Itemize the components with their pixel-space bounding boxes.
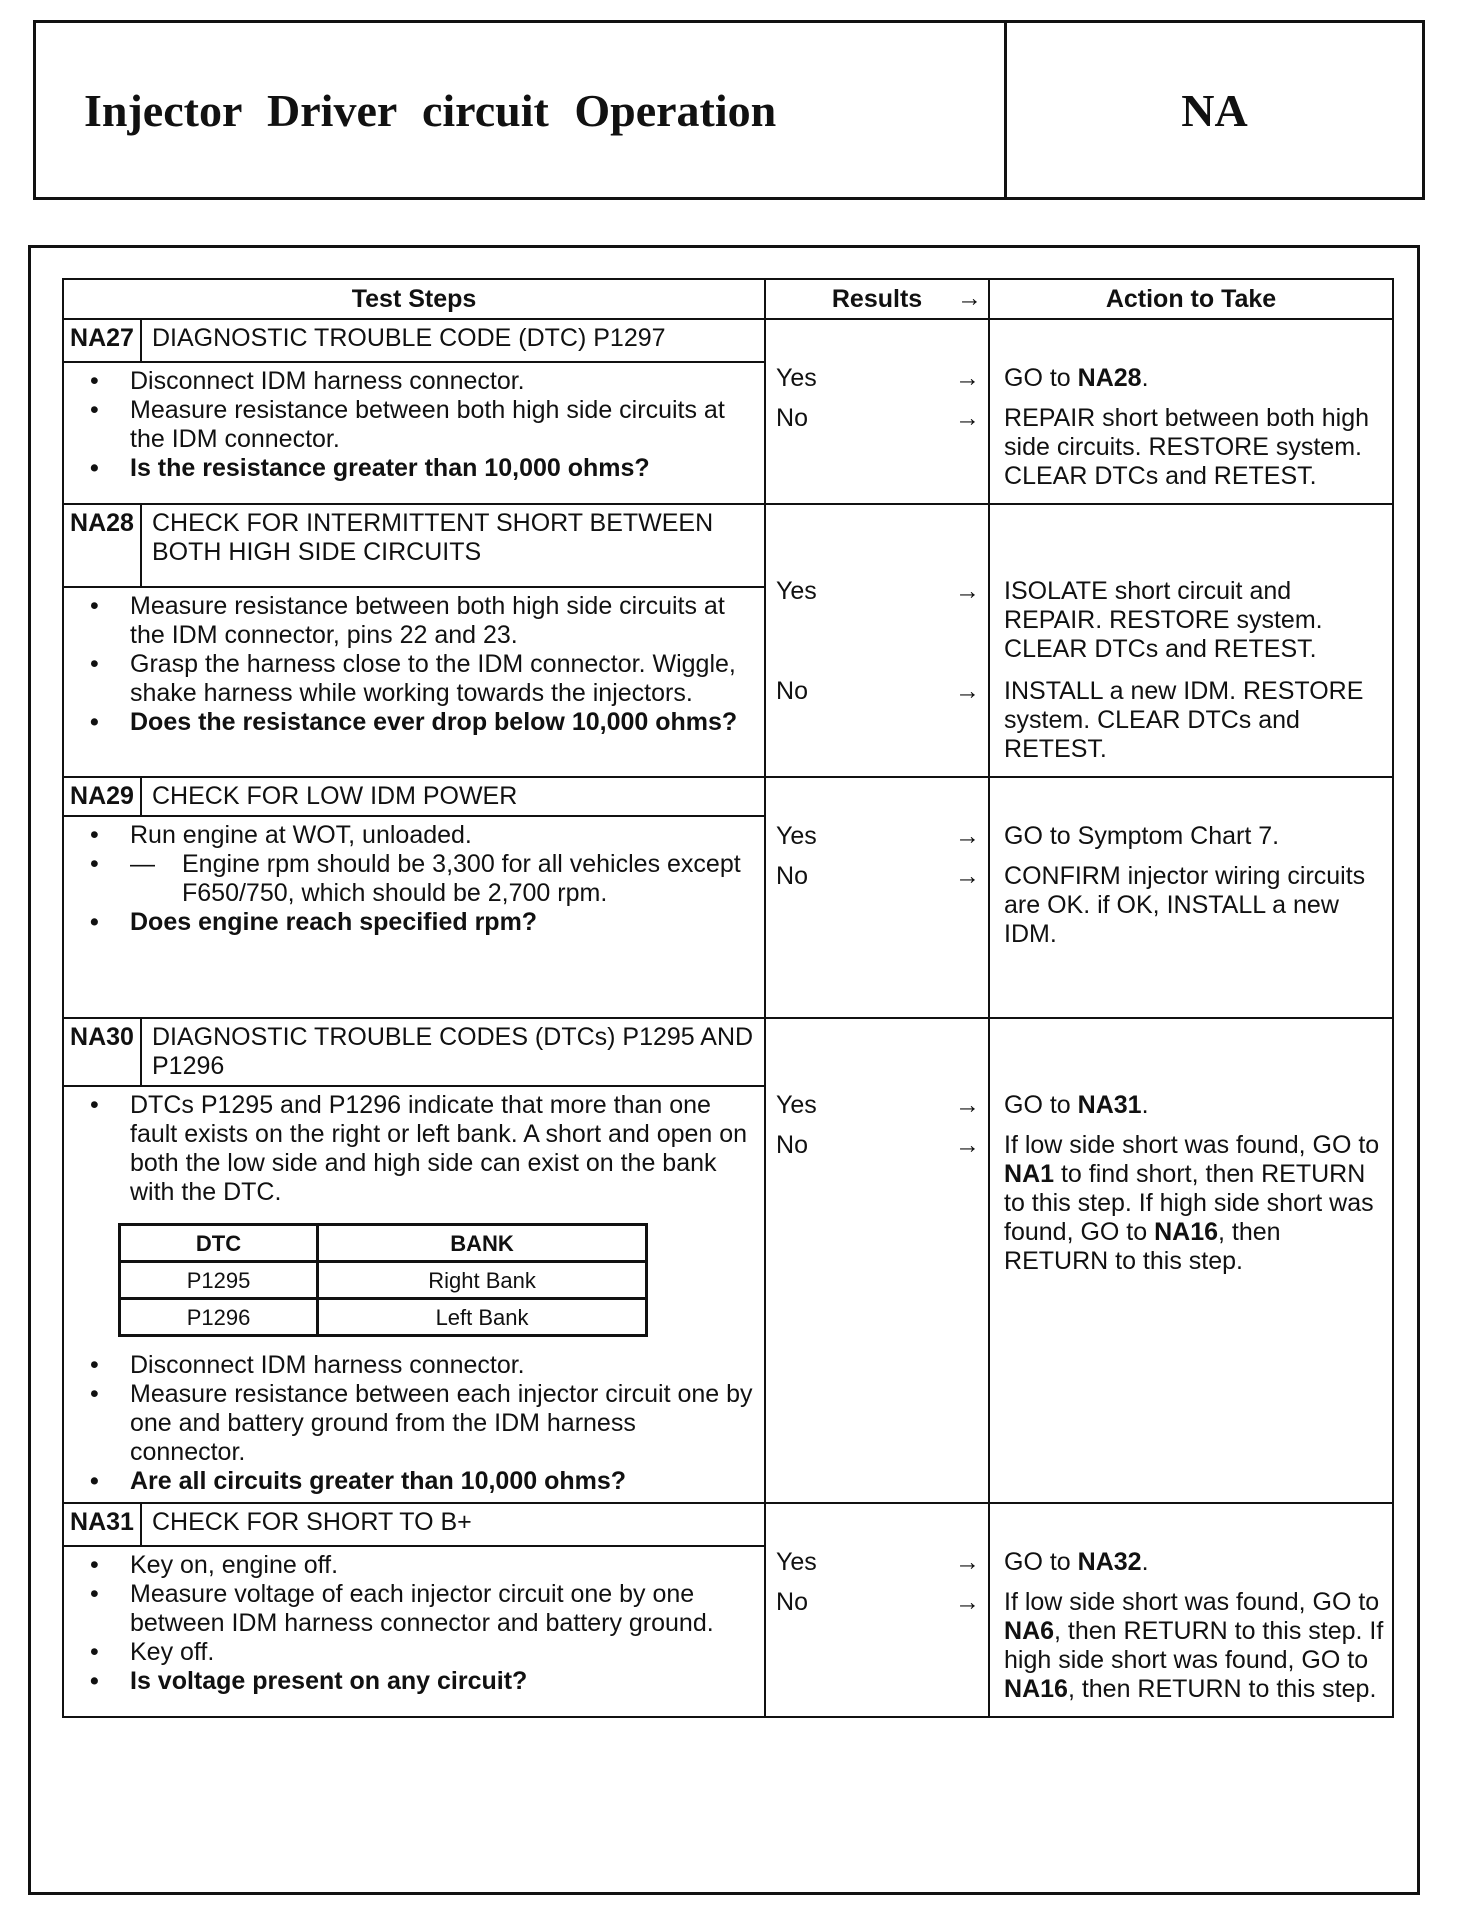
- action-yes: GO to NA31.: [1004, 1091, 1149, 1119]
- dtc-cell: P1295: [120, 1262, 318, 1299]
- step-actions: [989, 319, 1393, 504]
- step-id: NA30: [63, 1018, 141, 1086]
- step-bullet: • DTCs P1295 and P1296 indicate that more than one fault exists on the right or left bank. A short and open on both the low side and high side can exist on the bank with the DTC.: [74, 1091, 756, 1207]
- step-title-row: [63, 504, 1393, 587]
- arrow-icon: →: [955, 677, 981, 705]
- step-bullet: • Key off.: [74, 1638, 756, 1667]
- table-row: [120, 1299, 647, 1336]
- header-action: Action to Take: [989, 279, 1393, 319]
- step-results: [765, 504, 989, 777]
- step-body: [63, 362, 765, 504]
- result-no: No: [776, 677, 808, 705]
- step-id: NA27: [63, 319, 141, 362]
- dtc-header: DTC: [120, 1225, 318, 1262]
- result-no: No: [776, 1588, 808, 1616]
- step-question: • Is the resistance greater than 10,000 ohms?: [74, 454, 756, 483]
- step-title-row: [63, 1018, 1393, 1086]
- step-question: • Is voltage present on any circuit?: [74, 1667, 756, 1696]
- action-yes: GO to Symptom Chart 7.: [1004, 822, 1280, 850]
- dtc-bank-table: [118, 1223, 648, 1337]
- step-sub-bullet-text: — • Engine rpm should be 3,300 for all vehicles except F650/750, which should be 2,700 rpm.: [74, 850, 756, 908]
- result-yes: Yes: [776, 1548, 817, 1576]
- result-yes: Yes: [776, 364, 817, 392]
- arrow-icon: →: [957, 284, 983, 312]
- result-no: No: [776, 862, 808, 890]
- step-actions: [989, 1503, 1393, 1717]
- step-title-row: [63, 319, 1393, 362]
- step-bullet: • Key on, engine off.: [74, 1551, 756, 1580]
- step-bullet: • Measure resistance between both high side circuits at the IDM connector, pins 22 and 23.: [74, 592, 756, 650]
- result-no: No: [776, 1131, 808, 1159]
- step-results: [765, 319, 989, 504]
- step-actions: [989, 777, 1393, 1018]
- action-no: If low side short was found, GO to NA6, then RETURN to this step. If high side short was found, GO to NA16, then RETURN to this step.: [1004, 1588, 1384, 1703]
- action-yes: GO to NA28.: [1004, 364, 1149, 392]
- step-results: [765, 777, 989, 1018]
- step-bullet: • Measure resistance between both high side circuits at the IDM connector.: [74, 396, 756, 454]
- result-yes: Yes: [776, 822, 817, 850]
- step-bullet: • Disconnect IDM harness connector.: [74, 367, 756, 396]
- arrow-icon: →: [955, 1548, 981, 1576]
- step-id: NA29: [63, 777, 141, 816]
- table-row: [120, 1262, 647, 1299]
- arrow-icon: →: [955, 404, 981, 432]
- section-code: NA: [1181, 84, 1248, 136]
- step-bullet: • Measure voltage of each injector circuit one by one between IDM harness connector and battery ground.: [74, 1580, 756, 1638]
- arrow-icon: →: [955, 1091, 981, 1119]
- step-title-row: [63, 1503, 1393, 1546]
- step-id: NA28: [63, 504, 141, 587]
- header-test-steps: Test Steps: [63, 279, 765, 319]
- header-results: [765, 279, 989, 319]
- step-actions: [989, 504, 1393, 777]
- step-question: • Does engine reach specified rpm?: [74, 908, 756, 937]
- result-yes: Yes: [776, 1091, 817, 1119]
- result-no: No: [776, 404, 808, 432]
- title-block: [33, 20, 1425, 200]
- arrow-icon: →: [955, 862, 981, 890]
- step-sub-bullet: [74, 850, 756, 908]
- step-body: [63, 587, 765, 778]
- action-no: CONFIRM injector wiring circuits are OK. if OK, INSTALL a new IDM.: [1004, 862, 1366, 948]
- action-yes: GO to NA32.: [1004, 1548, 1149, 1576]
- step-body: [63, 1546, 765, 1717]
- step-actions: [989, 1018, 1393, 1503]
- bank-cell: Left Bank: [318, 1299, 647, 1336]
- page-title: Injector Driver circuit Operation: [36, 23, 1007, 197]
- result-yes: Yes: [776, 577, 817, 605]
- step-title-row: [63, 777, 1393, 816]
- step-question: • Does the resistance ever drop below 10,000 ohms?: [74, 708, 756, 737]
- table-header-row: [63, 279, 1393, 319]
- header-results-label: Results: [831, 284, 923, 313]
- step-bullet: • Measure resistance between each injector circuit one by one and battery ground from the IDM harness connector.: [74, 1380, 756, 1467]
- step-bullet: • Run engine at WOT, unloaded.: [74, 821, 756, 850]
- dtc-cell: P1296: [120, 1299, 318, 1336]
- test-steps-table: [62, 278, 1394, 1718]
- step-bullet: • Grasp the harness close to the IDM connector. Wiggle, shake harness while working towards the injectors.: [74, 650, 756, 708]
- action-no: If low side short was found, GO to NA1 to find short, then RETURN to this step. If high side short was found, GO to NA16, then RETURN to this step.: [1004, 1131, 1380, 1275]
- arrow-icon: →: [955, 1588, 981, 1616]
- action-no: INSTALL a new IDM. RESTORE system. CLEAR DTCs and RETEST.: [1004, 677, 1364, 763]
- step-title: DIAGNOSTIC TROUBLE CODES (DTCs) P1295 AND P1296: [141, 1018, 765, 1086]
- step-bullet: • Disconnect IDM harness connector.: [74, 1351, 756, 1380]
- step-results: [765, 1018, 989, 1503]
- step-title: DIAGNOSTIC TROUBLE CODE (DTC) P1297: [141, 319, 765, 362]
- step-body: [63, 1086, 765, 1503]
- step-body: [63, 816, 765, 1018]
- step-title: CHECK FOR LOW IDM POWER: [141, 777, 765, 816]
- step-results: [765, 1503, 989, 1717]
- bank-cell: Right Bank: [318, 1262, 647, 1299]
- bank-header: BANK: [318, 1225, 647, 1262]
- action-yes: ISOLATE short circuit and REPAIR. RESTORE system. CLEAR DTCs and RETEST.: [1004, 577, 1323, 663]
- arrow-icon: →: [955, 822, 981, 850]
- step-question: • Are all circuits greater than 10,000 ohms?: [74, 1467, 756, 1496]
- arrow-icon: →: [955, 364, 981, 392]
- action-no: REPAIR short between both high side circuits. RESTORE system. CLEAR DTCs and RETEST.: [1004, 404, 1370, 490]
- arrow-icon: →: [955, 577, 981, 605]
- arrow-icon: →: [955, 1131, 981, 1159]
- step-id: NA31: [63, 1503, 141, 1546]
- step-title: CHECK FOR INTERMITTENT SHORT BETWEEN BOTH HIGH SIDE CIRCUITS: [141, 504, 765, 587]
- step-title: CHECK FOR SHORT TO B+: [141, 1503, 765, 1546]
